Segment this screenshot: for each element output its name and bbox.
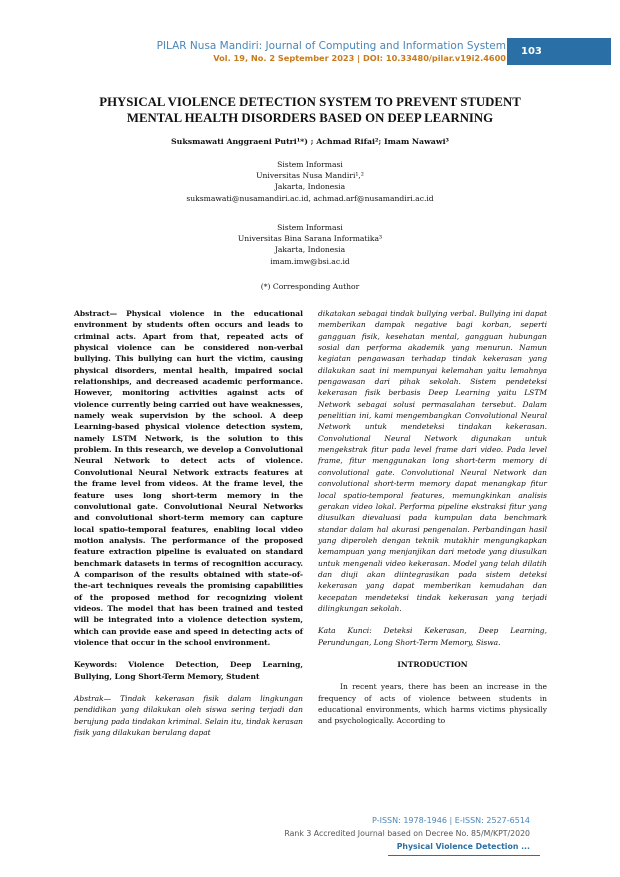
footer-divider	[388, 855, 540, 856]
affiliation-2-univ: Universitas Bina Sarana Informatika³	[237, 234, 383, 244]
right-column	[318, 308, 547, 727]
footer-accreditation: Rank 3 Accredited Journal based on Decree No. 85/M/KPT/2020	[284, 829, 530, 838]
author-list: Suksmawati Anggraeni Putri¹*) ; Achmad Rifai²; Imam Nawawi³	[171, 137, 449, 146]
abstrak-indonesian-start: Abstrak— Tindak kekerasan fisik dalam lingkungan pendidikan yang dilakukan oleh siswa sering terjadi dan berujung pada tindakan kriminal. Selain itu, tindak kerasan fisik yang dilakukan berulang dapat	[74, 694, 303, 738]
kata-kunci: Kata Kunci: Deteksi Kekerasan, Deep Learning, Perundungan, Long Short-Term Memory, Siswa.	[318, 626, 547, 647]
affiliation-1-city: Jakarta, Indonesia	[274, 182, 346, 192]
abstract-english: Abstract— Physical violence in the educational environment by students often occurs and leads to criminal acts. Apart from that, repeated acts of physical violence can be considered non-verbal bullying. This bullying can hurt the victim, causing physical disorders, mental health, impaired social relationships, and decreased academic performance. However, monitoring activities against acts of violence currently being carried out have weaknesses, namely weak supervision by the school. A deep Learning-based physical violence detection system, namely LSTM Network, is the solution to this problem. In this research, we develop a Convolutional Neural Network to detect acts of violence. Convolutional Neural Network extracts features at the frame level from videos. At the frame level, the feature uses long short-term memory in the convolutional gate. Convolutional Neural Networks and convolutional short-term memory can capture local spatio-temporal features, enabling local video motion analysis. The performance of the proposed feature extraction pipeline is evaluated on standard benchmark datasets in terms of recognition accuracy. A comparison of the results obtained with state-of-the-art techniques reveals the promising capabilities of the proposed method for recognizing violent videos. The model that has been trained and tested will be integrated into a violence detection system, which can provide ease and speed in detecting acts of violence that occur in the school environment.	[74, 309, 303, 647]
introduction-paragraph: In recent years, there has been an increase in the frequency of acts of violence between students in educational environments, which harms victims physically and psychologically. According to	[318, 682, 547, 726]
affiliation-1-email[interactable]: suksmawati@nusamandiri.ac.id, achmad.arf@nusamandiri.ac.id	[186, 193, 434, 203]
paper-title	[60, 94, 560, 126]
title-line-1: PHYSICAL VIOLENCE DETECTION SYSTEM TO PREVENT STUDENT	[99, 95, 521, 109]
journal-name: PILAR Nusa Mandiri: Journal of Computing and Information System	[156, 40, 506, 52]
affiliation-1-univ: Universitas Nusa Mandiri¹,²	[256, 171, 364, 181]
affiliation-1	[60, 159, 560, 204]
affiliation-2-email[interactable]: imam.imw@bsi.ac.id	[270, 256, 350, 266]
affiliation-2	[60, 222, 560, 267]
affiliation-2-city: Jakarta, Indonesia	[274, 245, 346, 255]
volume-doi: Vol. 19, No. 2 September 2023 | DOI: 10.33480/pilar.v19i2.4600	[213, 53, 506, 63]
introduction-heading: INTRODUCTION	[397, 659, 468, 669]
keywords-english: Keywords: Violence Detection, Deep Learning, Bullying, Long Short-Term Memory, Student	[74, 660, 303, 681]
footer-short-title: Physical Violence Detection ...	[396, 842, 530, 851]
footer-issn: P-ISSN: 1978-1946 | E-ISSN: 2527-6514	[372, 816, 530, 825]
corresponding-author-note: (*) Corresponding Author	[260, 282, 360, 291]
page-number-badge: 103	[507, 38, 611, 65]
abstrak-indonesian-continued: dikatakan sebagai tindak bullying verbal. Bullying ini dapat memberikan dampak negative bagi korban, seperti gangguan fisik, kesehatan mental, gangguan hubungan sosial dan performa akademik yang menurun. Namun kegiatan pengawasan terhadap tindak kekerasan yang dilakukan saat ini mempunyai kelemahan yaitu lemahnya pengawasan dari pihak sekolah. Sistem pendeteksi kekerasan fisik berbasis Deep Learning yaitu LSTM Network sebagai solusi permasalahan tersebut. Dalam penelitian ini, kami mengembangkan Convolutional Neural Network untuk mendeteksi tindakan kekerasan. Convolutional Neural Network digunakan untuk mengekstrak fitur pada level frame dari video. Pada level frame, fitur menggunakan long short-term memory di convolutional gate. Convolutional Neural Network dan convolutional short-term memory dapat menangkap fitur local spatio-temporal features, memungkinkan analisis gerakan video lokal. Performa pipeline ekstraksi fitur yang diusulkan dievaluasi pada kumpulan data benchmark standar dalam hal akurasi pengenalan. Perbandingan hasil yang diperoleh dengan teknik mutakhir mengungkapkan kemampuan yang menjanjikan dari metode yang diusulkan untuk mengenali video kekerasan. Model yang telah dilatih dan diuji akan diintegrasikan pada sistem deteksi kekerasan yang dapat memberikan kemudahan dan kecepatan mendeteksi tindak kekerasan yang terjadi dilingkungan sekolah.	[318, 309, 547, 613]
title-line-2: MENTAL HEALTH DISORDERS BASED ON DEEP LEARNING	[126, 111, 494, 125]
affiliation-1-dept: Sistem Informasi	[277, 160, 343, 169]
left-column	[74, 308, 303, 738]
affiliation-2-dept: Sistem Informasi	[277, 223, 343, 232]
